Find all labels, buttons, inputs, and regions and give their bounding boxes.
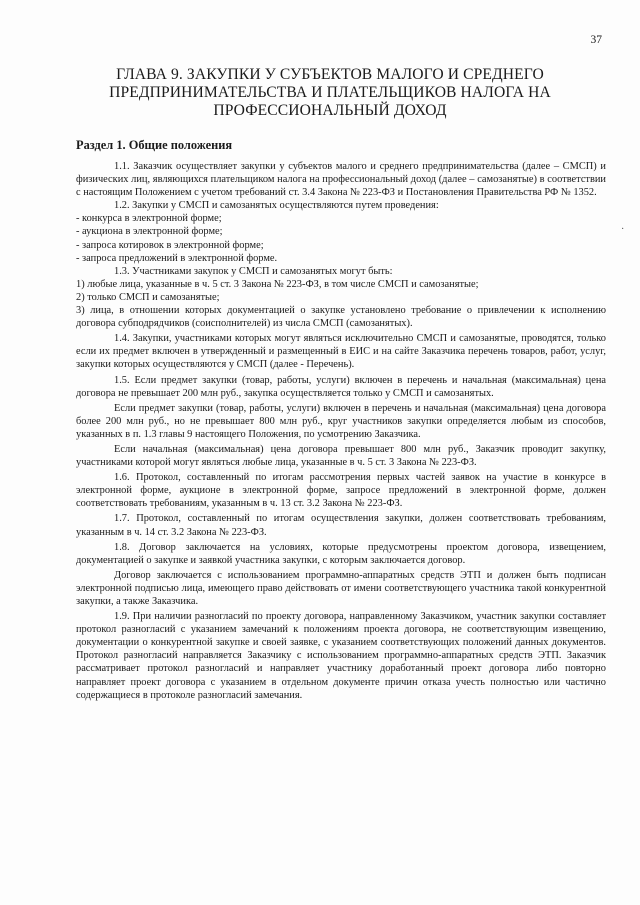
list-item: - запроса котировок в электронной форме; [76,239,264,251]
paragraph-1-5-cont: Если начальная (максимальная) цена договора превышает 800 млн руб., Заказчик проводит закупку, участниками которой могут являться любые лица, указанные в ч. 5 ст. 3 Закона № 223-ФЗ. [76,443,606,469]
paragraph-1-6: 1.6. Протокол, составленный по итогам рассмотрения первых частей заявок на участие в конкурсе в электронной форме, аукционе в электронной форме, запросе предложений в электронной форме, должен соответствовать требованиям, указанным в ч. 13 ст. 3.2 Закона № 223-ФЗ. [76,472,606,510]
chapter-title-line: ГЛАВА 9. ЗАКУПКИ У СУБЪЕКТОВ МАЛОГО И СРЕДНЕГО [116,66,544,83]
section-title: Раздел 1. Общие положения [76,138,233,152]
chapter-title-line: ПРЕДПРИНИМАТЕЛЬСТВА И ПЛАТЕЛЬЩИКОВ НАЛОГА НА [109,84,551,101]
paragraph-1-2: 1.2. Закупки у СМСП и самозанятых осуществляются путем проведения: [114,200,439,212]
paragraph-1-5: 1.5. Если предмет закупки (товар, работы, услуги) включен в перечень и начальная (максимальная) цена договора не превышает 200 млн руб., закупка осуществляется только у СМСП и самозанятых. [76,374,606,399]
paragraph-1-8-cont: Договор заключается с использованием программно-аппаратных средств ЭТП и должен быть подписан электронной подписью лица, имеющего право действовать от имени соответствующего участника такой конкурентной закупки, а также Заказчика. [76,569,606,607]
list-item: 2) только СМСП и самозанятые; [76,291,220,303]
paragraph-1-7: 1.7. Протокол, составленный по итогам осуществления закупки, должен соответствовать требованиям, указанным в ч. 14 ст. 3.2 Закона № 223-ФЗ. [76,513,606,538]
document-body [76,160,606,702]
list-item: 3) лица, в отношении которых документацией о закупке установлено требование о привлечении к исполнению договора субподрядчиков (соисполнителей) из числа СМСП (самозанятых). [76,305,606,330]
list-item: - аукциона в электронной форме; [76,226,223,238]
scan-speck: · [621,224,625,235]
paragraph-1-4: 1.4. Закупки, участниками которых могут являться исключительно СМСП и самозанятые, проводятся, только если их предмет включен в утвержденный и размещенный в ЕИС и на сайте Заказчика перечень товаров, работ, услуг, закупки которых осуществляются у СМСП (далее - Перечень). [76,333,606,371]
paragraph-1-1: 1.1. Заказчик осуществляет закупки у субъектов малого и среднего предпринимательства (далее – СМСП) и физических лиц, являющихся плательщиком налога на профессиональный доход (далее – самозанятые) в соответствии с настоящим Положением с учетом требований ст. 3.4 Закона № 223-ФЗ и Постановления Правительства РФ № 1352. [76,161,606,199]
paragraph-1-5-cont: Если предмет закупки (товар, работы, услуги) включен в перечень и начальная (максимальная) цена договора более 200 млн руб., но не превышает 800 млн руб., круг участников закупки определяется любым из способов, указанных в п. 1.3 главы 9 настоящего Положения, по усмотрению Заказчика. [76,402,606,440]
list-item: 1) любые лица, указанные в ч. 5 ст. 3 Закона № 223-ФЗ, в том числе СМСП и самозанятые; [76,278,479,290]
paragraph-1-9: 1.9. При наличии разногласий по проекту договора, направленному Заказчиком, участник закупки составляет протокол разногласий с указанием замечаний к положениям проекта договора, не соответствующим извещению, документации о конкурентной закупке и своей заявке, с указанием соответствующих положений данных документов. Протокол разногласий направляется Заказчику с использованием программно-аппаратных средств ЭТП. Заказчик рассматривает протокол разногласий и направляет участнику доработанный проект договора либо повторно направляет проект договора с указанием в отдельном документе причин отказа учесть полностью или частично содержащиеся в протоколе разногласий замечания. [76,611,606,701]
list-item: - запроса предложений в электронной форме. [76,252,278,264]
list-item: - конкурса в электронной форме; [76,213,222,225]
paragraph-1-3: 1.3. Участниками закупок у СМСП и самозанятых могут быть: [114,265,393,277]
chapter-title [70,66,590,120]
chapter-title-line: ПРОФЕССИОНАЛЬНЫЙ ДОХОД [213,102,447,119]
paragraph-1-8: 1.8. Договор заключается на условиях, которые предусмотрены проектом договора, извещением, документацией о закупке и заявкой участника закупки, с которым заключается договор. [76,541,606,566]
page-number: 37 [590,34,602,46]
